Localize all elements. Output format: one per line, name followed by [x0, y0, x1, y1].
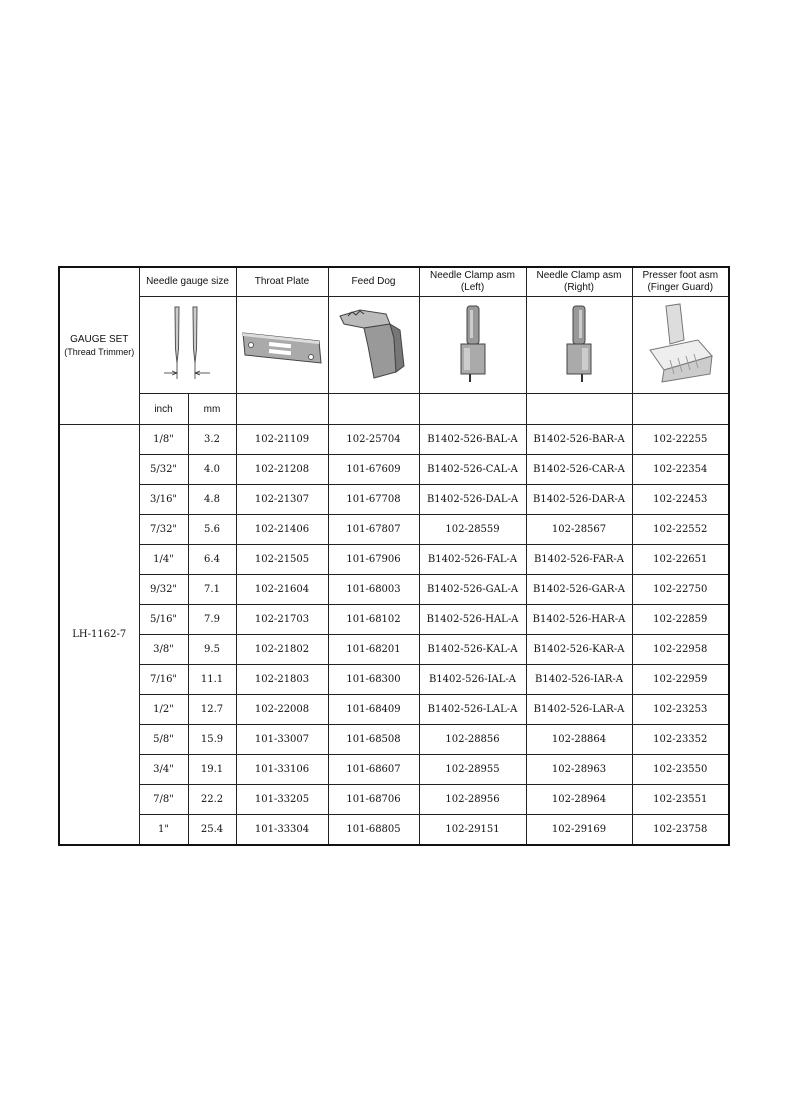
throat-plate-cell: 102-21208	[236, 455, 328, 485]
feed-dog-cell: 101-67807	[328, 515, 419, 545]
feed-dog-cell: 101-68300	[328, 665, 419, 695]
throat-plate-cell: 101-33205	[236, 785, 328, 815]
feed-dog-cell: 101-68508	[328, 725, 419, 755]
feed-dog-cell: 101-68003	[328, 575, 419, 605]
gauge-inch-cell: 1"	[139, 815, 188, 846]
feed-dog-cell: 101-68805	[328, 815, 419, 846]
needle-clamp-left-cell: 102-28559	[419, 515, 526, 545]
gauge-inch-cell: 3/8"	[139, 635, 188, 665]
presser-foot-cell: 102-22651	[632, 545, 729, 575]
needle-clamp-right-title: Needle Clamp asm	[536, 270, 622, 281]
needle-clamp-right-icon	[554, 300, 604, 386]
unit-inch-label: inch	[139, 394, 188, 425]
needle-clamp-left-cell: B1402-526-FAL-A	[419, 545, 526, 575]
gauge-inch-cell: 1/2"	[139, 695, 188, 725]
table-row	[59, 695, 729, 725]
needle-clamp-left-cell: B1402-526-BAL-A	[419, 425, 526, 455]
presser-foot-illustration-cell	[632, 297, 729, 394]
needle-clamp-left-cell: B1402-526-HAL-A	[419, 605, 526, 635]
table-row	[59, 485, 729, 515]
throat-plate-icon	[239, 313, 325, 373]
needle-clamp-right-cell: B1402-526-LAR-A	[526, 695, 632, 725]
needle-clamp-left-cell: 102-28956	[419, 785, 526, 815]
throat-plate-cell: 102-21703	[236, 605, 328, 635]
presser-foot-cell: 102-22750	[632, 575, 729, 605]
gauge-set-table	[58, 266, 730, 846]
gauge-mm-cell: 25.4	[188, 815, 236, 846]
needle-clamp-left-cell: B1402-526-GAL-A	[419, 575, 526, 605]
presser-foot-cell: 102-22958	[632, 635, 729, 665]
presser-foot-cell: 102-22859	[632, 605, 729, 635]
needle-clamp-left-cell: B1402-526-CAL-A	[419, 455, 526, 485]
needle-clamp-right-cell: B1402-526-IAR-A	[526, 665, 632, 695]
gauge-set-sublabel: (Thread Trimmer)	[64, 347, 135, 357]
gauge-inch-cell: 3/4"	[139, 755, 188, 785]
needle-gauge-size-header: Needle gauge size	[139, 267, 236, 297]
empty-cell	[328, 394, 419, 425]
table-row	[59, 425, 729, 455]
presser-foot-cell: 102-23551	[632, 785, 729, 815]
gauge-inch-cell: 5/32"	[139, 455, 188, 485]
throat-plate-header: Throat Plate	[236, 267, 328, 297]
presser-foot-cell: 102-22354	[632, 455, 729, 485]
needle-clamp-left-side: (Left)	[460, 282, 485, 293]
throat-plate-cell: 102-22008	[236, 695, 328, 725]
feed-dog-header: Feed Dog	[328, 267, 419, 297]
presser-foot-cell: 102-22255	[632, 425, 729, 455]
gauge-mm-cell: 9.5	[188, 635, 236, 665]
table-row	[59, 755, 729, 785]
needle-clamp-right-cell: B1402-526-FAR-A	[526, 545, 632, 575]
feed-dog-cell: 101-67906	[328, 545, 419, 575]
needle-clamp-right-cell: 102-29169	[526, 815, 632, 846]
gauge-mm-cell: 15.9	[188, 725, 236, 755]
needle-clamp-left-cell: 102-28856	[419, 725, 526, 755]
throat-plate-cell: 102-21803	[236, 665, 328, 695]
needle-clamp-left-icon	[448, 300, 498, 386]
table-row	[59, 785, 729, 815]
unit-row	[59, 394, 729, 425]
gauge-inch-cell: 7/8"	[139, 785, 188, 815]
presser-foot-cell: 102-23550	[632, 755, 729, 785]
feed-dog-cell: 101-67609	[328, 455, 419, 485]
throat-plate-illustration-cell	[236, 297, 328, 394]
needle-clamp-left-cell: B1402-526-IAL-A	[419, 665, 526, 695]
table-row	[59, 455, 729, 485]
gauge-mm-cell: 19.1	[188, 755, 236, 785]
gauge-inch-cell: 1/4"	[139, 545, 188, 575]
feed-dog-cell: 101-67708	[328, 485, 419, 515]
gauge-mm-cell: 7.1	[188, 575, 236, 605]
table-row	[59, 545, 729, 575]
needle-clamp-right-cell: 102-28964	[526, 785, 632, 815]
needle-clamp-right-header	[526, 267, 632, 297]
throat-plate-cell: 101-33304	[236, 815, 328, 846]
gauge-mm-cell: 3.2	[188, 425, 236, 455]
gauge-set-label: GAUGE SET	[70, 334, 129, 345]
gauge-mm-cell: 11.1	[188, 665, 236, 695]
gauge-inch-cell: 3/16"	[139, 485, 188, 515]
needle-clamp-left-cell: B1402-526-KAL-A	[419, 635, 526, 665]
presser-foot-cell: 102-23758	[632, 815, 729, 846]
needle-clamp-right-cell: B1402-526-DAR-A	[526, 485, 632, 515]
gauge-inch-cell: 5/8"	[139, 725, 188, 755]
model-name: LH-1162-7	[59, 425, 139, 846]
gauge-mm-cell: 22.2	[188, 785, 236, 815]
throat-plate-cell: 102-21307	[236, 485, 328, 515]
unit-mm-label: mm	[188, 394, 236, 425]
feed-dog-cell: 101-68201	[328, 635, 419, 665]
empty-cell	[632, 394, 729, 425]
gauge-mm-cell: 7.9	[188, 605, 236, 635]
needle-clamp-left-cell: 102-29151	[419, 815, 526, 846]
table-row	[59, 575, 729, 605]
throat-plate-cell: 101-33007	[236, 725, 328, 755]
gauge-mm-cell: 5.6	[188, 515, 236, 545]
feed-dog-cell: 101-68409	[328, 695, 419, 725]
needle-clamp-right-cell: B1402-526-HAR-A	[526, 605, 632, 635]
gauge-inch-cell: 1/8"	[139, 425, 188, 455]
throat-plate-cell: 102-21604	[236, 575, 328, 605]
presser-foot-header	[632, 267, 729, 297]
presser-foot-subtitle: (Finger Guard)	[647, 282, 714, 293]
presser-foot-cell: 102-22453	[632, 485, 729, 515]
throat-plate-cell: 102-21802	[236, 635, 328, 665]
feed-dog-icon	[334, 302, 414, 384]
gauge-inch-cell: 7/16"	[139, 665, 188, 695]
needle-clamp-right-cell: 102-28963	[526, 755, 632, 785]
presser-foot-cell: 102-22552	[632, 515, 729, 545]
gauge-inch-cell: 5/16"	[139, 605, 188, 635]
needle-clamp-left-cell: B1402-526-LAL-A	[419, 695, 526, 725]
needle-clamp-left-cell: 102-28955	[419, 755, 526, 785]
table-row	[59, 665, 729, 695]
needle-clamp-right-cell: 102-28567	[526, 515, 632, 545]
needle-clamp-right-cell: B1402-526-CAR-A	[526, 455, 632, 485]
needle-clamp-right-cell: B1402-526-GAR-A	[526, 575, 632, 605]
feed-dog-cell: 101-68706	[328, 785, 419, 815]
feed-dog-cell: 101-68102	[328, 605, 419, 635]
empty-cell	[236, 394, 328, 425]
gauge-mm-cell: 12.7	[188, 695, 236, 725]
gauge-inch-cell: 9/32"	[139, 575, 188, 605]
throat-plate-cell: 102-21505	[236, 545, 328, 575]
feed-dog-cell: 101-68607	[328, 755, 419, 785]
table-row	[59, 515, 729, 545]
throat-plate-cell: 101-33106	[236, 755, 328, 785]
needle-clamp-right-side: (Right)	[563, 282, 594, 293]
empty-cell	[526, 394, 632, 425]
needle-clamp-right-cell: B1402-526-BAR-A	[526, 425, 632, 455]
feed-dog-cell: 102-25704	[328, 425, 419, 455]
gauge-mm-cell: 6.4	[188, 545, 236, 575]
table-row	[59, 725, 729, 755]
gauge-inch-cell: 7/32"	[139, 515, 188, 545]
needle-clamp-right-illustration-cell	[526, 297, 632, 394]
needle-clamp-left-illustration-cell	[419, 297, 526, 394]
needle-gauge-illustration-cell	[139, 297, 236, 394]
gauge-mm-cell: 4.8	[188, 485, 236, 515]
table-row	[59, 635, 729, 665]
needle-clamp-right-cell: 102-28864	[526, 725, 632, 755]
table-row	[59, 605, 729, 635]
throat-plate-cell: 102-21406	[236, 515, 328, 545]
gauge-set-header	[59, 267, 139, 425]
presser-foot-cell: 102-23352	[632, 725, 729, 755]
presser-foot-cell: 102-22959	[632, 665, 729, 695]
feed-dog-illustration-cell	[328, 297, 419, 394]
needle-clamp-left-cell: B1402-526-DAL-A	[419, 485, 526, 515]
throat-plate-cell: 102-21109	[236, 425, 328, 455]
presser-foot-cell: 102-23253	[632, 695, 729, 725]
illustration-row	[59, 297, 729, 394]
presser-foot-title: Presser foot asm	[642, 270, 719, 281]
needle-clamp-right-cell: B1402-526-KAR-A	[526, 635, 632, 665]
presser-foot-icon	[640, 300, 720, 386]
double-needle-icon	[158, 299, 218, 387]
header-row	[59, 267, 729, 297]
gauge-mm-cell: 4.0	[188, 455, 236, 485]
empty-cell	[419, 394, 526, 425]
needle-clamp-left-title: Needle Clamp asm	[429, 270, 516, 281]
table-row	[59, 815, 729, 846]
needle-clamp-left-header	[419, 267, 526, 297]
